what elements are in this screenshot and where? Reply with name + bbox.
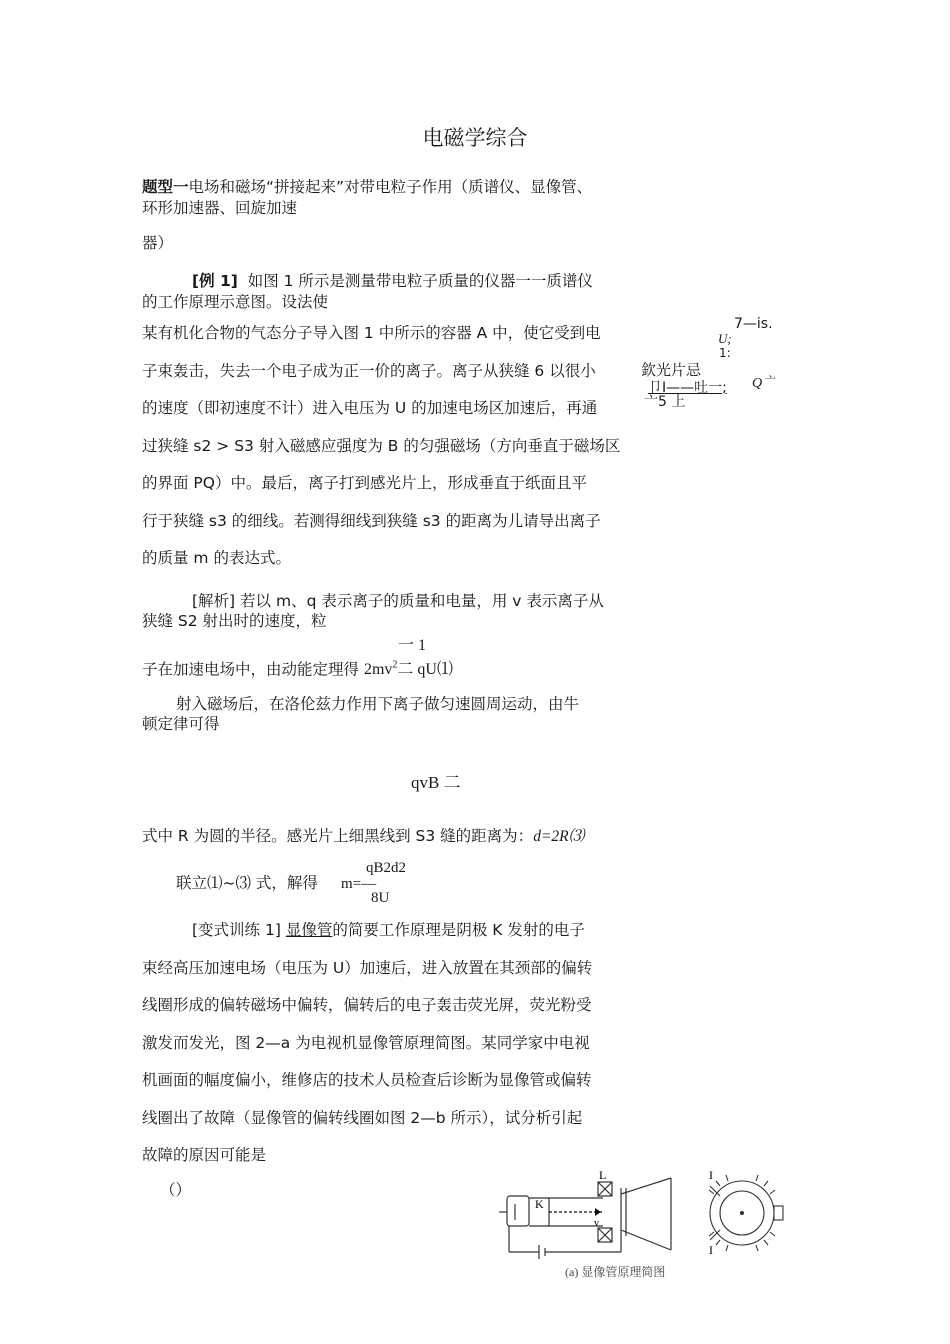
solution-text-1: 若以 m、q 表示离子的质量和电量，用 v 表示离子从 bbox=[240, 592, 604, 610]
example-line-4: 子束轰击，失去一个电子成为正一价的离子。离子从狭缝 6 以很小 bbox=[142, 362, 596, 380]
equation-1-lhs: 2mv bbox=[363, 661, 393, 679]
label-v: v bbox=[594, 1218, 599, 1229]
label-L: L bbox=[599, 1168, 607, 1182]
example-tag: [例 1] bbox=[192, 272, 238, 290]
example-line-8: 行于狭缝 s3 的细线。若测得细线到狭缝 s3 的距离为儿请导出离子 bbox=[142, 512, 601, 530]
page-title: 电磁学综合 bbox=[422, 126, 528, 150]
variant-text-1: 的简要工作原理是阴极 K 发射的电子 bbox=[332, 921, 585, 939]
solution-line-2: 狭缝 S2 射出时的速度，粒 bbox=[142, 612, 327, 630]
figure1-label-3: 1: bbox=[719, 346, 731, 360]
variant-line-4: 激发而发光，图 2—a 为电视机显像管原理简图。某同学家中电视 bbox=[142, 1034, 590, 1052]
variant-line-6: 线圈出了故障（显像管的偏转线圈如图 2—b 所示），试分析引起 bbox=[142, 1109, 583, 1127]
equation-fraction-top: 一 1 bbox=[398, 637, 427, 654]
variant-line-1 bbox=[192, 920, 585, 940]
variant-line-3: 线圈形成的偏转磁场中偏转，偏转后的电子轰击荧光屏，荧光粉受 bbox=[142, 996, 592, 1014]
variant-line-2: 束经高压加速电场（电压为 U）加速后，进入放置在其颈部的偏转 bbox=[142, 959, 593, 977]
figure-2a-picture-tube bbox=[495, 1168, 695, 1278]
tube-cone-bottom bbox=[621, 1230, 671, 1250]
label-I-bottom: I bbox=[709, 1243, 713, 1257]
solution-line-1 bbox=[192, 591, 604, 611]
variant-line-7: 故障的原因可能是 bbox=[142, 1146, 267, 1164]
figure1-label-2: U; bbox=[718, 331, 732, 346]
variant-link-crt[interactable]: 显像管 bbox=[285, 921, 333, 939]
label-I-top: I bbox=[709, 1168, 713, 1182]
tube-cone-top bbox=[621, 1178, 671, 1194]
solution-line-6 bbox=[142, 826, 584, 847]
example-text-1: 如图 1 所示是测量带电粒子质量的仪器一一质谱仪 bbox=[247, 272, 593, 290]
figure-2b-deflection-coil bbox=[700, 1168, 790, 1258]
equation-1 bbox=[364, 661, 453, 678]
cathode-housing bbox=[507, 1196, 529, 1226]
example-line-3: 某有机化合物的气态分子导入图 1 中所示的容器 A 中，使它受到电 bbox=[142, 324, 601, 342]
solution-line-3 bbox=[142, 656, 453, 680]
section-label: 题型一 bbox=[142, 178, 189, 196]
figure1-label-1: 7—is. bbox=[734, 316, 773, 332]
figure1-label-8: 亠5 上 bbox=[644, 394, 686, 410]
solution-line-7: 联立⑴~⑶ 式，解得 bbox=[176, 874, 318, 892]
example-line-1 bbox=[192, 271, 593, 291]
coil-terminal bbox=[774, 1206, 783, 1220]
section-heading-line3: 器） bbox=[142, 234, 174, 252]
equation-3-denominator: 8U bbox=[371, 890, 390, 906]
figure1-label-4: 欽光片忌 bbox=[641, 361, 702, 379]
figure1-label-5: 卩I——吐一; bbox=[648, 380, 727, 396]
equation-3-numerator: qB2d2 bbox=[366, 860, 407, 876]
variant-line-5: 机画面的幅度偏小，维修店的技术人员检查后诊断为显像管或偏转 bbox=[142, 1071, 592, 1089]
solution-text-6: 式中 R 为圆的半径。感光片上细黑线到 S3 缝的距离为： bbox=[142, 827, 534, 845]
equation-2: qvB 二 bbox=[411, 773, 461, 792]
example-line-5: 的速度（即初速度不计）进入电压为 U 的加速电场区加速后，再通 bbox=[142, 399, 598, 417]
section-heading-line2: 环形加速器、回旋加速 bbox=[142, 199, 298, 217]
variant-tag: [变式训练 1] bbox=[192, 921, 281, 939]
equation-3-lhs: m=— bbox=[341, 876, 377, 892]
coil-center-dot bbox=[740, 1211, 744, 1215]
equation-d: d=2R⑶ bbox=[533, 828, 585, 845]
section-heading bbox=[142, 177, 592, 197]
example-line-9: 的质量 m 的表达式。 bbox=[142, 549, 291, 567]
beam-arrow-icon bbox=[595, 1208, 601, 1216]
example-line-6: 过狭缝 s2 > S3 射入磁感应强度为 B 的匀强磁场（方向垂直于磁场区 bbox=[142, 437, 621, 455]
example-line-7: 的界面 PQ）中。最后，离子打到感光片上，形成垂直于纸面且平 bbox=[142, 474, 587, 492]
solution-line-4: 射入磁场后，在洛伦兹力作用下离子做匀速圆周运动，由牛 bbox=[176, 695, 580, 713]
figure1-label-Q: Q bbox=[752, 376, 763, 391]
figure1-label-7: 亠 bbox=[765, 374, 776, 387]
section-heading-line1: 电场和磁场“拼接起来”对带电粒子作用（质谱仪、显像管、 bbox=[188, 178, 593, 196]
label-K: K bbox=[535, 1197, 544, 1211]
solution-tag: [解析] bbox=[192, 592, 236, 610]
equation-1-rhs: 二 qU⑴ bbox=[397, 661, 453, 679]
solution-line-5: 顿定律可得 bbox=[142, 715, 220, 733]
equation-1-sup: 2 bbox=[392, 660, 398, 671]
figure-2a-caption: (a) 显像管原理简图 bbox=[565, 1265, 666, 1278]
answer-choice-parens: （） bbox=[160, 1181, 192, 1199]
solution-text-3: 子在加速电场中，由动能定理得 bbox=[142, 660, 360, 679]
example-line-2: 的工作原理示意图。设法使 bbox=[142, 293, 329, 311]
